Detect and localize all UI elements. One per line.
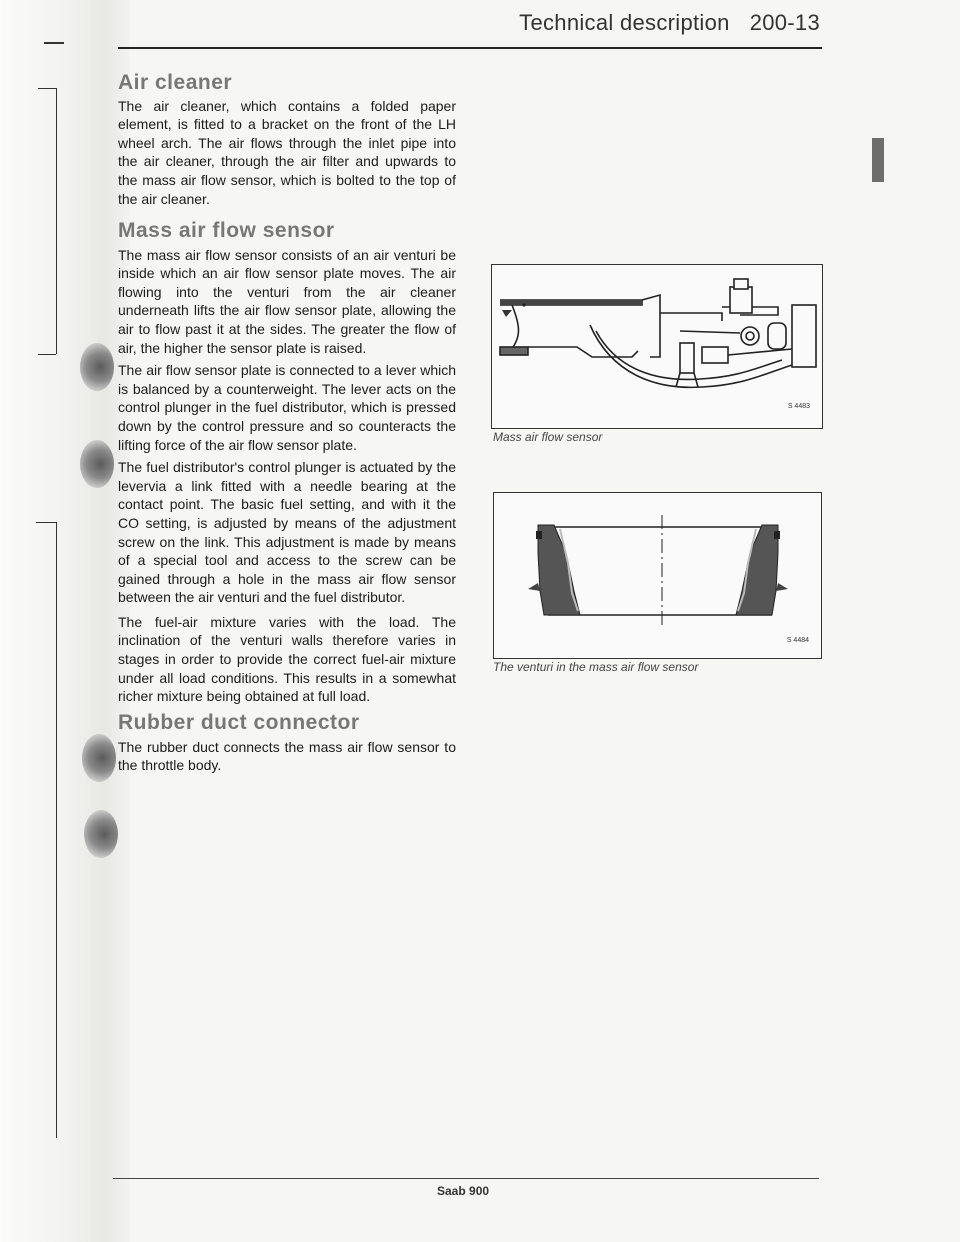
corner-mark — [44, 42, 64, 44]
binder-hole — [82, 734, 116, 782]
section-mass-air-flow-sensor — [118, 219, 456, 706]
footer-rule — [113, 1178, 819, 1179]
figure-caption: Mass air flow sensor — [493, 430, 603, 444]
figure-caption: The venturi in the mass air flow sensor — [493, 660, 699, 674]
figure-mass-air-flow-sensor — [491, 264, 823, 429]
section-heading: Mass air flow sensor — [118, 219, 335, 242]
margin-bracket — [56, 522, 57, 1138]
page-header — [499, 10, 820, 36]
binder-hole — [84, 810, 118, 858]
paragraph: The mass air flow sensor consists of an air venturi be inside which an air flow sensor plate moves. The air flowing into the venturi from the air cleaner underneath lifts the air flow sensor plate, allowing the air to flow past it at the sides. The greater the flow of air, the higher the sensor plate is raised. — [118, 246, 456, 356]
mass-air-flow-sensor-drawing — [492, 265, 822, 428]
section-air-cleaner — [118, 71, 456, 208]
scan-margin-shading — [0, 0, 130, 1242]
header-page-number: 200-13 — [749, 10, 820, 35]
section-heading: Air cleaner — [118, 71, 233, 94]
section-rubber-duct-connector — [118, 711, 456, 775]
paragraph: The air flow sensor plate is connected to a lever which is balanced by a counterweight. The lever acts on the control plunger in the fuel distributor, which is pressed down by the control pressure and so counteracts the lifting force of the air flow sensor plate. — [118, 362, 456, 453]
paragraph: The rubber duct connects the mass air flow sensor to the throttle body. — [118, 738, 456, 774]
paragraph: The fuel-air mixture varies with the load. The inclination of the venturi walls therefore varies in stages in order to provide the correct fuel-air mixture under all load conditions. This results in a somewhat richer mixture being obtained at full load. — [118, 613, 456, 705]
figure-id: S 4484 — [786, 637, 809, 644]
venturi-drawing — [494, 493, 821, 658]
paragraph: The air cleaner, which contains a folded paper element, is fitted to a bracket on the front of the LH wheel arch. The air flows through the inlet pipe into the air cleaner, through the air filter and upwards to the mass air flow sensor, which is bolted to the top of the air cleaner. — [118, 97, 456, 207]
header-rule — [118, 47, 822, 49]
figure-venturi — [493, 492, 822, 659]
binder-hole — [80, 343, 114, 391]
margin-bracket — [56, 88, 57, 354]
binder-hole — [80, 440, 114, 488]
page-footer: Saab 900 — [437, 1184, 490, 1198]
margin-bracket — [36, 522, 56, 523]
section-heading: Rubber duct connector — [118, 711, 360, 734]
section-tab-marker — [872, 138, 884, 182]
figure-id: S 4483 — [787, 403, 810, 410]
header-title: Technical description — [519, 10, 730, 35]
margin-bracket — [38, 88, 56, 89]
margin-bracket — [38, 354, 56, 355]
paragraph: The fuel distributor's control plunger is actuated by the levervia a link fitted with a needle bearing at the contact point. The basic fuel setting, and with it the CO setting, is adjusted by means of the adjustment screw on the link. This adjustment is made by means of a special tool and access to the screw can be gained through a hole in the mass air flow sensor between the air venturi and the fuel distributor. — [118, 459, 456, 606]
